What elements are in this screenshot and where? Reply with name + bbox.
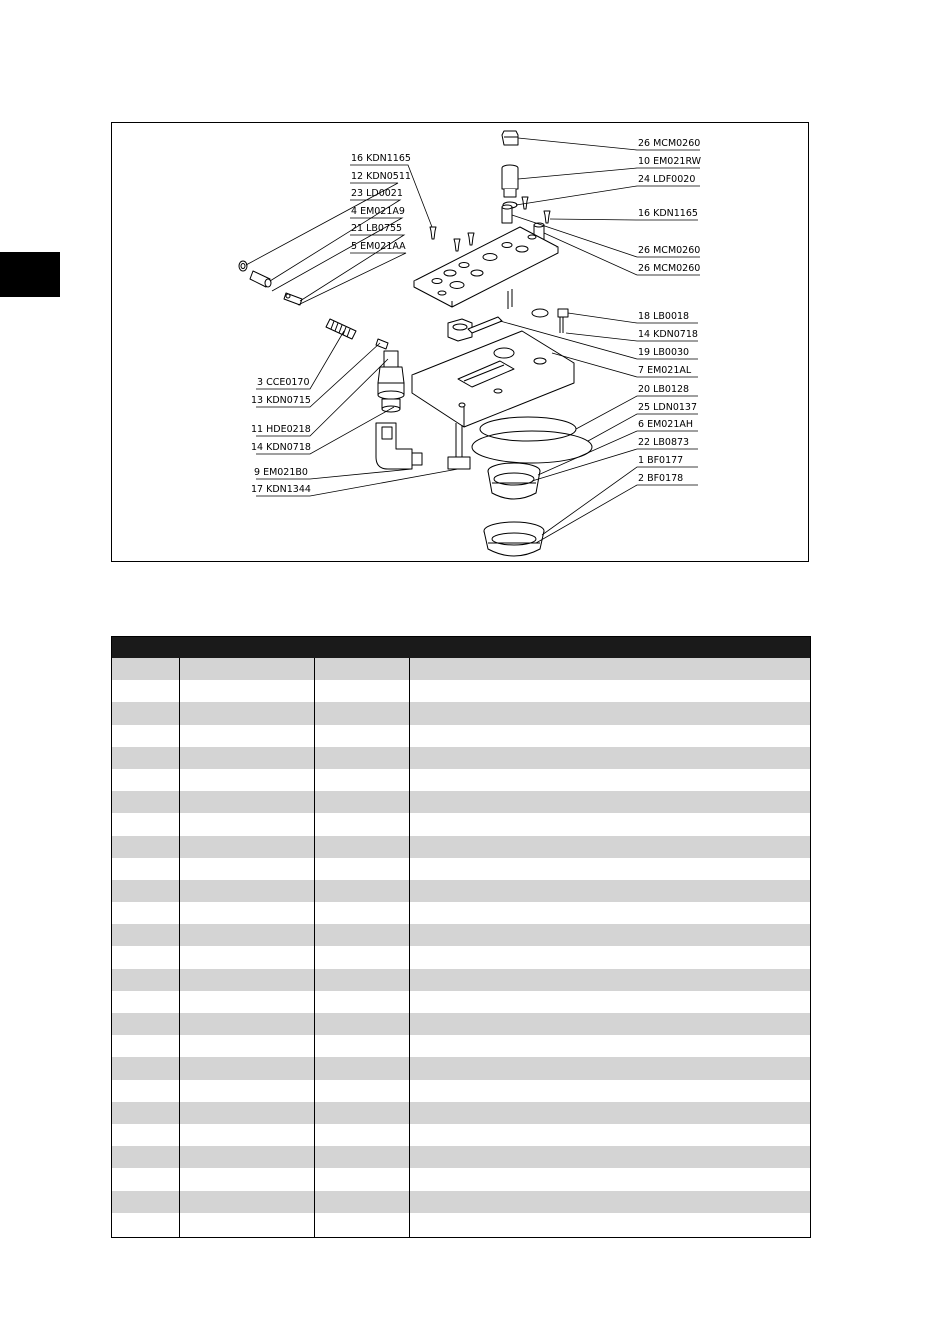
table-row [112, 969, 810, 991]
table-row [112, 858, 810, 880]
callout-label: 17 KDN1344 [251, 484, 311, 495]
table-row [112, 813, 810, 835]
part-20-membrane [480, 417, 576, 441]
callout-label: 24 LDF0020 [638, 174, 696, 185]
table-row [112, 1146, 810, 1168]
callout-label: 20 LB0128 [638, 384, 690, 395]
callout-label: 26 MCM0260 [638, 263, 701, 274]
part-stem [448, 423, 470, 469]
callout-label: 23 LD0021 [351, 188, 403, 199]
part-19-lever [468, 317, 502, 333]
callout-label: 12 KDN0511 [351, 171, 411, 182]
table-row [112, 836, 810, 858]
callout-label: 1 BF0177 [638, 455, 684, 466]
callout-label: 14 KDN0718 [638, 329, 698, 340]
table-row [112, 1213, 810, 1235]
table-row [112, 791, 810, 813]
part-23-sleeve [250, 271, 271, 287]
section-tab-marker [0, 252, 60, 297]
table-row [112, 1102, 810, 1124]
table-row [112, 1080, 810, 1102]
callout-label: 9 EM021B0 [254, 467, 308, 478]
table-row [112, 1124, 810, 1146]
callout-label: 4 EM021A9 [351, 206, 405, 217]
part-top-plate [414, 227, 558, 309]
table-row [112, 725, 810, 747]
column-divider [314, 658, 315, 1237]
callout-label: 3 CCE0170 [257, 377, 310, 388]
parts-list-table [111, 636, 811, 1238]
part-12-cap [239, 261, 247, 271]
part-21-pin [284, 293, 302, 305]
table-row [112, 702, 810, 724]
table-body [112, 658, 810, 1235]
table-row [112, 902, 810, 924]
callout-label: 2 BF0178 [638, 473, 684, 484]
part-9-elbow [376, 423, 422, 469]
part-1-cup [484, 522, 544, 556]
part-13-plug [376, 339, 388, 349]
table-row [112, 1057, 810, 1079]
column-divider [179, 658, 180, 1237]
callout-label: 22 LB0873 [638, 437, 690, 448]
table-row [112, 1168, 810, 1190]
table-row [112, 924, 810, 946]
exploded-parts-diagram [111, 122, 809, 562]
callout-label: 21 LB0755 [351, 223, 403, 234]
callout-label: 11 HDE0218 [251, 424, 311, 435]
callout-label: 16 KDN1165 [351, 153, 411, 164]
callout-label: 19 LB0030 [638, 347, 690, 358]
table-row [112, 1035, 810, 1057]
callout-label: 25 LDN0137 [638, 402, 697, 413]
table-header [112, 637, 810, 658]
callout-label: 26 MCM0260 [638, 245, 701, 256]
table-row [112, 880, 810, 902]
callout-label: 5 EM021AA [351, 241, 406, 252]
callout-label: 18 LB0018 [638, 311, 690, 322]
callout-label: 10 EM021RW [638, 156, 702, 167]
callout-label: 7 EM021AL [638, 365, 692, 376]
table-row [112, 747, 810, 769]
part-11-fitting [378, 351, 404, 412]
callout-label: 13 KDN0715 [251, 395, 311, 406]
table-row [112, 658, 810, 680]
table-row [112, 946, 810, 968]
callout-label: 14 KDN0718 [251, 442, 311, 453]
callout-label: 16 KDN1165 [638, 208, 698, 219]
part-26-nut-top [502, 131, 518, 145]
callout-label: 6 EM021AH [638, 419, 694, 430]
callout-label: 26 MCM0260 [638, 138, 701, 149]
table-row [112, 769, 810, 791]
table-row [112, 991, 810, 1013]
column-divider [409, 658, 410, 1237]
part-7-main-block [412, 331, 574, 427]
part-washer-ring [532, 309, 548, 317]
table-row [112, 1013, 810, 1035]
table-row [112, 680, 810, 702]
part-18-screw [558, 309, 568, 333]
part-10-screw [502, 165, 518, 197]
table-row [112, 1191, 810, 1213]
